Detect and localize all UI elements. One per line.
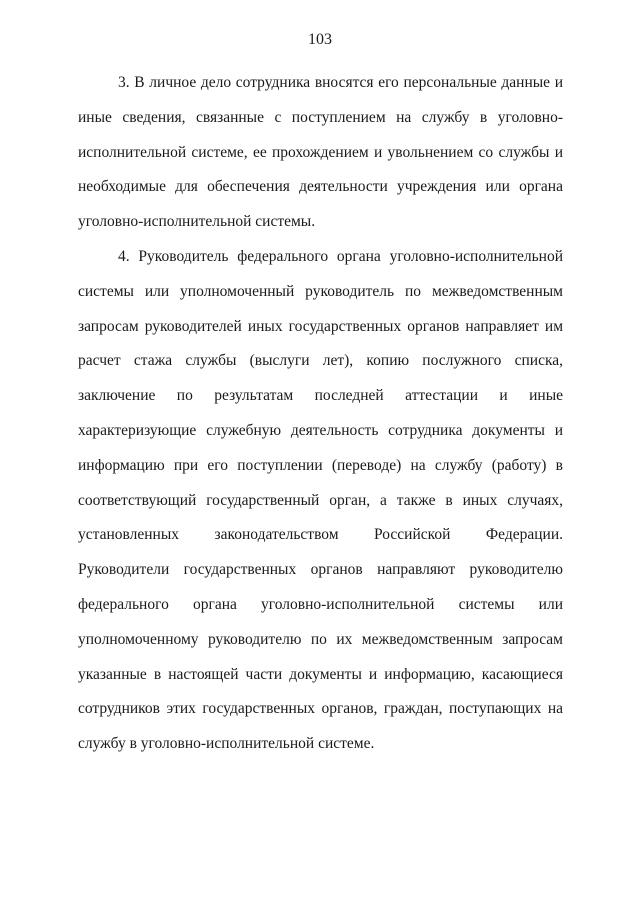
paragraph-3: 3. В личное дело сотрудника вносятся его персональные данные и иные сведения, связанные с поступлением на службу в уголовно-исполнительной системе, ее прохождением и увольнением со службы и необходимые для обеспечения деятельности учреждения или органа уголовно-исполнительной системы.: [78, 74, 563, 231]
page-number: 103: [308, 31, 332, 48]
document-body: [78, 66, 563, 762]
paragraph-4: 4. Руководитель федерального органа уголовно-исполнительной системы или уполномоченный руководитель по межведомственным запросам руководителей иных государственных органов направляет им расчет стажа службы (выслуги лет), копию послужного списка, заключение по результатам последней аттестации и иные характеризующие служебную деятельность сотрудника документы и информацию при его поступлении (переводе) на службу (работу) в соответствующий государственный орган, а также в иных случаях, установленных законодательством Российской Федерации. Руководители государственных органов направляют руководителю федерального органа уголовно-исполнительной системы или уполномоченному руководителю по их межведомственным запросам указанные в настоящей части документы и информацию, касающиеся сотрудников этих государственных органов, граждан, поступающих на службу в уголовно-исполнительной системе.: [78, 247, 563, 753]
